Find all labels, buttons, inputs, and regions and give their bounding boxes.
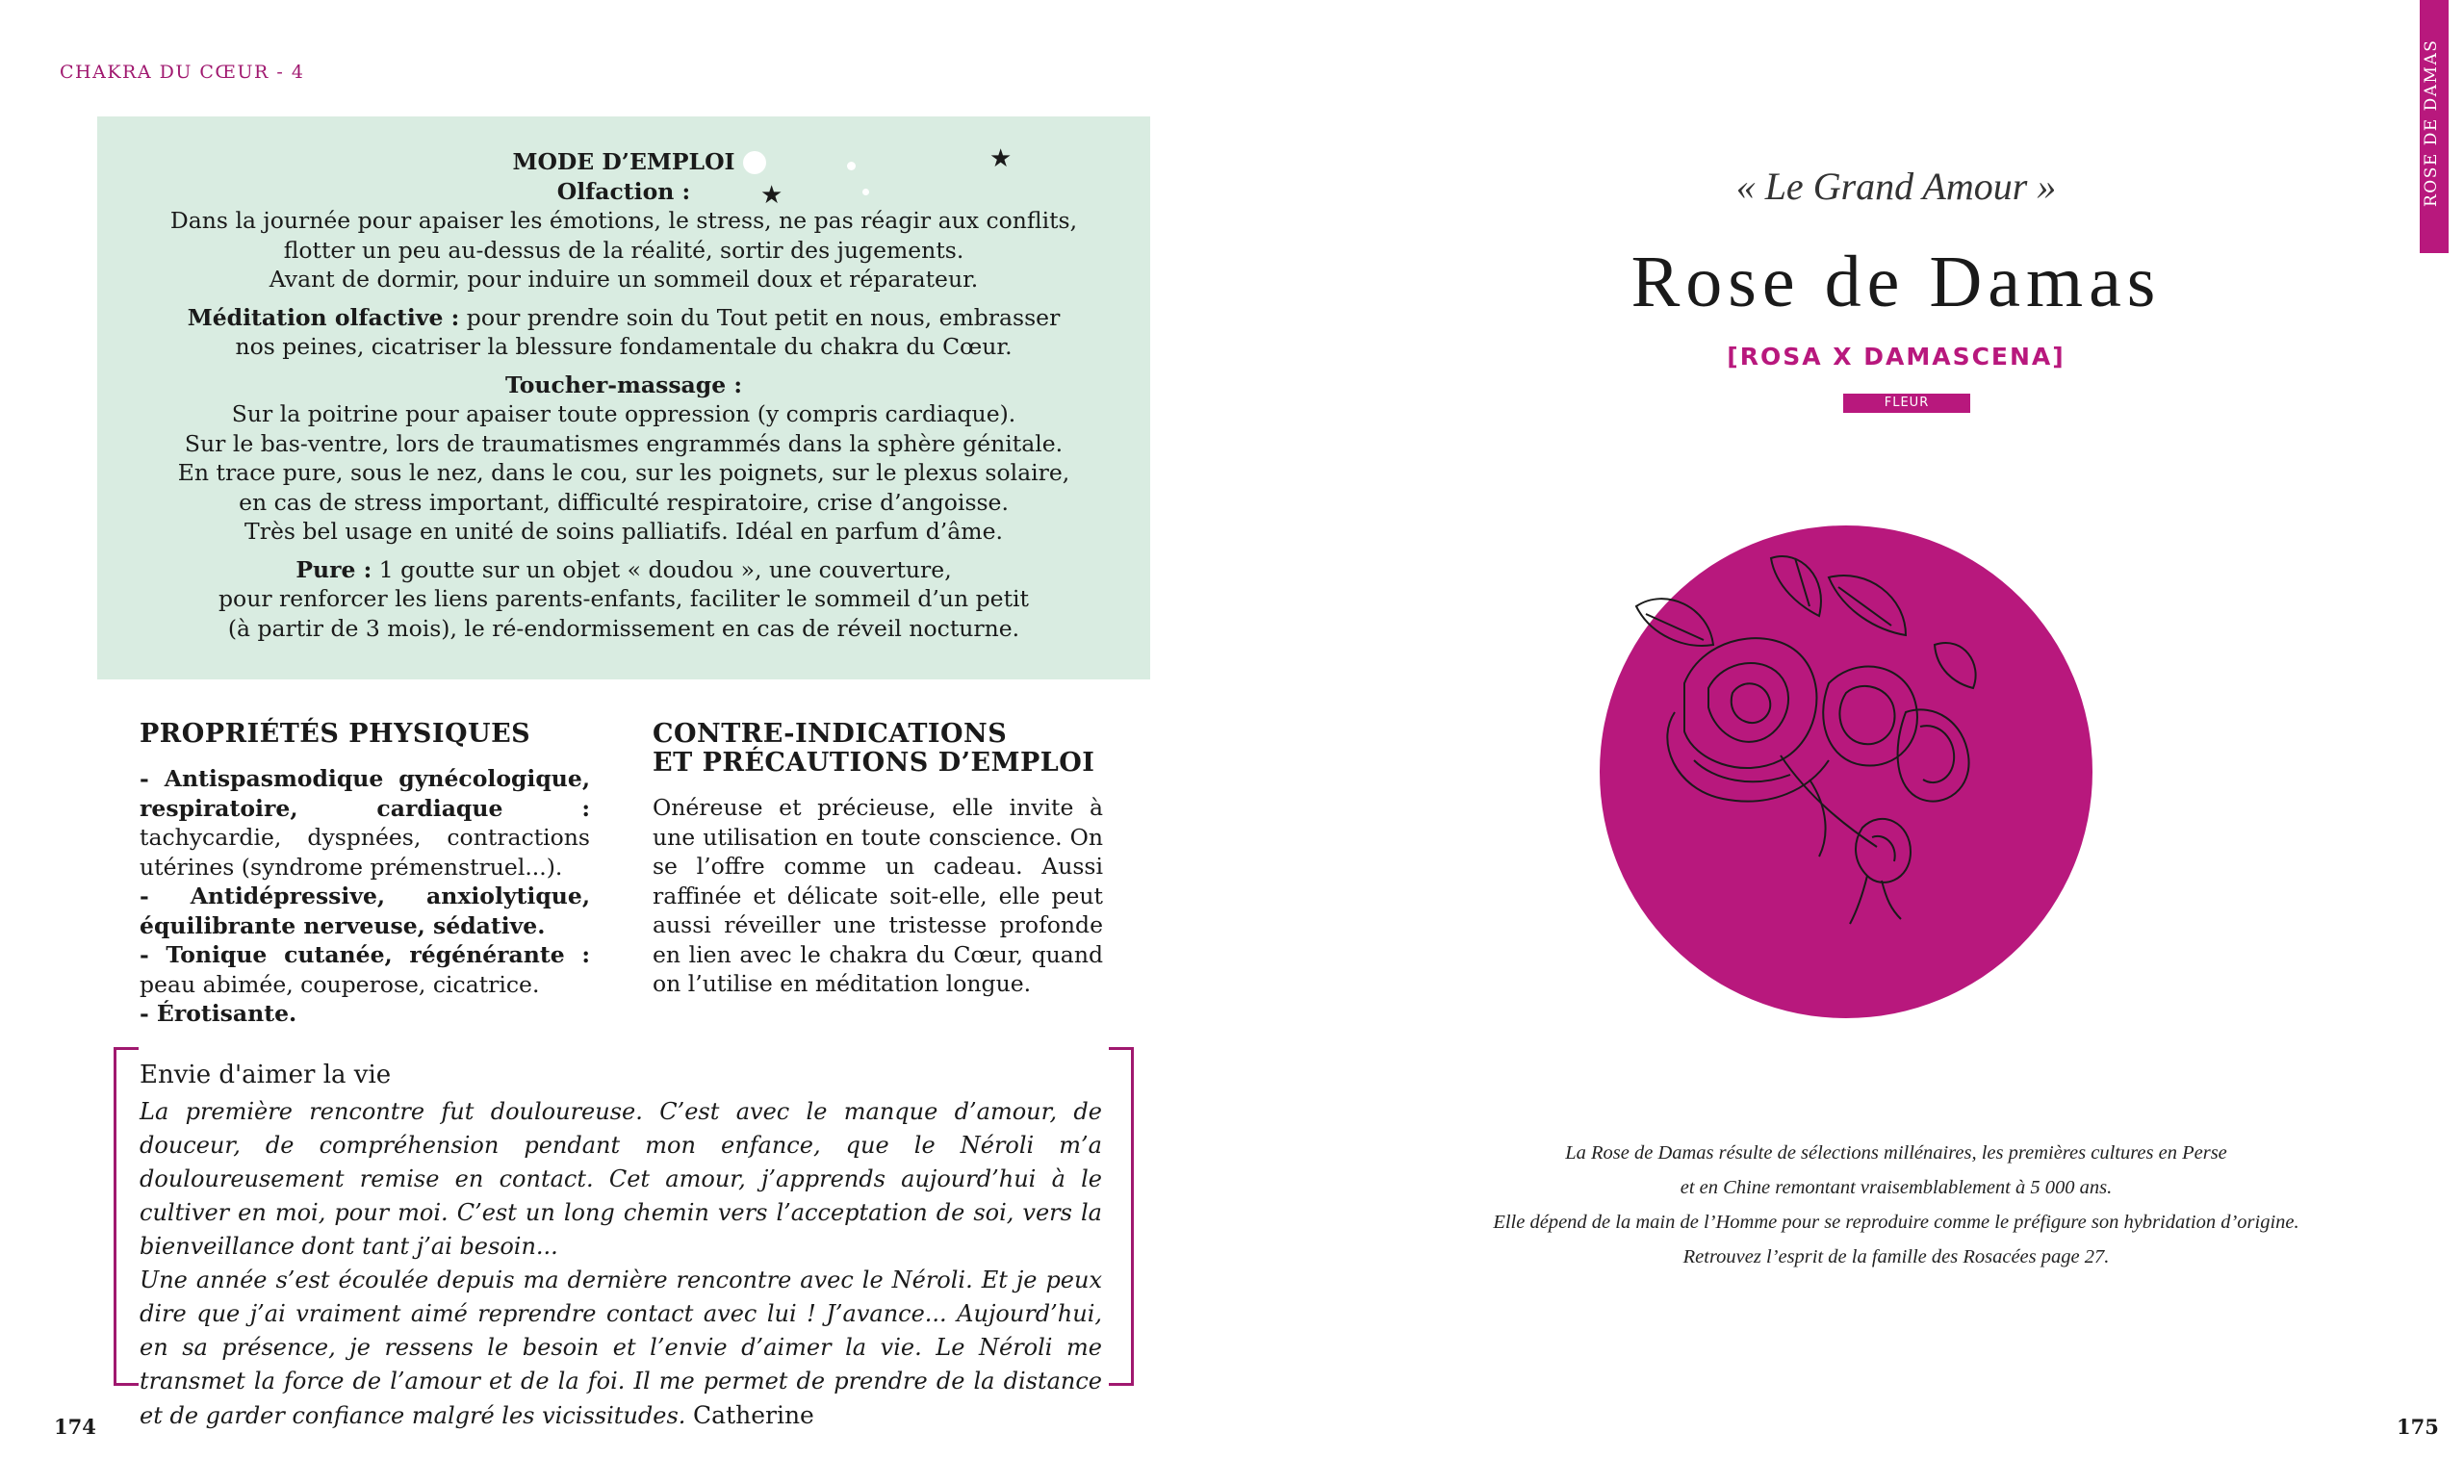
star-icon: ★ bbox=[760, 181, 783, 210]
massage-line: Sur le bas-ventre, lors de traumatismes engrammés dans la sphère génitale. bbox=[184, 429, 1064, 457]
caption-line: et en Chine remontant vraisemblablement à 5 000 ans. bbox=[1680, 1177, 2113, 1198]
meditation-text: pour prendre soin du Tout petit en nous, embrasser bbox=[459, 303, 1061, 331]
page-number-left: 174 bbox=[54, 1415, 96, 1439]
caption bbox=[1405, 1136, 2387, 1274]
testimonial-signature: Catherine bbox=[693, 1401, 814, 1429]
meditation-text: nos peines, cicatriser la blessure fondamentale du chakra du Cœur. bbox=[235, 333, 1013, 360]
meditation-label: Méditation olfactive : bbox=[187, 303, 460, 331]
pure-text: 1 goutte sur un objet « doudou », une couverture, bbox=[372, 555, 952, 583]
massage-line: Sur la poitrine pour apaiser toute oppression (y compris cardiaque). bbox=[231, 400, 1016, 427]
proprietes-list bbox=[140, 764, 590, 1029]
olfaction-line: Avant de dormir, pour induire un sommeil doux et réparateur. bbox=[269, 266, 979, 293]
plant-title: Rose de Damas bbox=[1630, 242, 2162, 322]
star-icon: ★ bbox=[989, 144, 1013, 173]
proprietes-item: - Érotisante. bbox=[140, 1000, 297, 1027]
olfaction-line: Dans la journée pour apaiser les émotions, le stress, ne pas réagir aux conflits, bbox=[169, 207, 1078, 234]
proprietes-title: PROPRIÉTÉS PHYSIQUES bbox=[140, 719, 531, 749]
testimonial-paragraph: Une année s’est écoulée depuis ma dernière rencontre avec le Néroli. Et je peux dire que j’ai vraiment aimé reprendre contact avec lui ! J’avance... Aujourd’hui, en sa présence, je ressens le besoin et l’envie d’aimer la vie. Le Néroli me transmet la force de l’amour et de la foi. Il me permet de prendre de la distance et de garder confiance malgré les vicissitudes. Catherine bbox=[140, 1267, 1102, 1429]
pure-label: Pure : bbox=[295, 555, 372, 583]
plant-nickname: « Le Grand Amour » bbox=[1735, 165, 2057, 208]
massage-line: en cas de stress important, difficulté respiratoire, crise d’angoisse. bbox=[239, 488, 1009, 516]
pure-text: (à partir de 3 mois), le ré-endormissement en cas de réveil nocturne. bbox=[227, 614, 1020, 642]
side-tab bbox=[2420, 0, 2449, 253]
testimonial-title: Envie d'aimer la vie bbox=[140, 1061, 392, 1089]
rose-illustration bbox=[1540, 520, 2137, 1039]
page-number-right: 175 bbox=[2397, 1415, 2439, 1439]
mode-emploi-box bbox=[97, 116, 1150, 679]
testimonial-paragraph: La première rencontre fut douloureuse. C’est avec le manque d’amour, de douceur, de compréhension pendant mon enfance, que le Néroli m’a douloureusement remise en contact. Cet amour, j’apprends aujourd’hui à le cultiver en moi, pour moi. C’est un long chemin vers l’acceptation de soi, vers la bienveillance dont tant j’ai besoin... bbox=[140, 1098, 1102, 1260]
decor-dot-icon bbox=[743, 151, 766, 174]
side-tab-label: ROSE DE DAMAS bbox=[2422, 38, 2441, 207]
decor-dot-icon bbox=[862, 189, 869, 195]
testimonial-text bbox=[140, 1095, 1102, 1433]
massage-line: En trace pure, sous le nez, dans le cou, sur les poignets, sur le plexus solaire, bbox=[177, 459, 1070, 486]
mode-emploi-heading: MODE D’EMPLOI bbox=[512, 148, 735, 175]
proprietes-item: - Antidépressive, anxiolytique, équilibrante nerveuse, sédative. bbox=[140, 883, 590, 939]
caption-line: Retrouvez l’esprit de la famille des Rosacées page 27. bbox=[1682, 1246, 2110, 1267]
proprietes-item: - Antispasmodique gynécologique, respiratoire, cardiaque : tachycardie, dyspnées, contractions utérines (syndrome prémenstruel...). bbox=[140, 765, 590, 881]
plant-part-badge: FLEUR bbox=[1843, 394, 1970, 413]
decor-dot-icon bbox=[847, 162, 856, 170]
contre-indications-text: Onéreuse et précieuse, elle invite à une utilisation en toute conscience. On se l’offre comme un cadeau. Aussi raffinée et délicate soit-elle, elle peut aussi réveiller une tristesse profonde en lien avec le chakra du Cœur, quand on l’utilise en méditation longue. bbox=[653, 794, 1103, 997]
massage-heading: Toucher-massage : bbox=[504, 371, 743, 398]
massage-line: Très bel usage en unité de soins palliatifs. Idéal en parfum d’âme. bbox=[244, 518, 1003, 545]
running-head: CHAKRA DU CŒUR - 4 bbox=[60, 62, 305, 83]
caption-line: La Rose de Damas résulte de sélections millénaires, les premières cultures en Perse bbox=[1565, 1142, 2227, 1164]
latin-name: [ROSA X DAMASCENA] bbox=[1727, 343, 2066, 371]
pure-text: pour renforcer les liens parents-enfants, faciliter le sommeil d’un petit bbox=[218, 585, 1029, 612]
contre-indications-title: CONTRE-INDICATIONS ET PRÉCAUTIONS D’EMPLOI bbox=[653, 719, 1095, 778]
olfaction-heading: Olfaction : bbox=[556, 177, 691, 205]
caption-line: Elle dépend de la main de l’Homme pour se reproduire comme le préfigure son hybridation d’origine. bbox=[1493, 1212, 2299, 1233]
proprietes-item: - Tonique cutanée, régénérante : peau abimée, couperose, cicatrice. bbox=[140, 941, 590, 998]
olfaction-line: flotter un peu au-dessus de la réalité, sortir des jugements. bbox=[283, 236, 964, 264]
